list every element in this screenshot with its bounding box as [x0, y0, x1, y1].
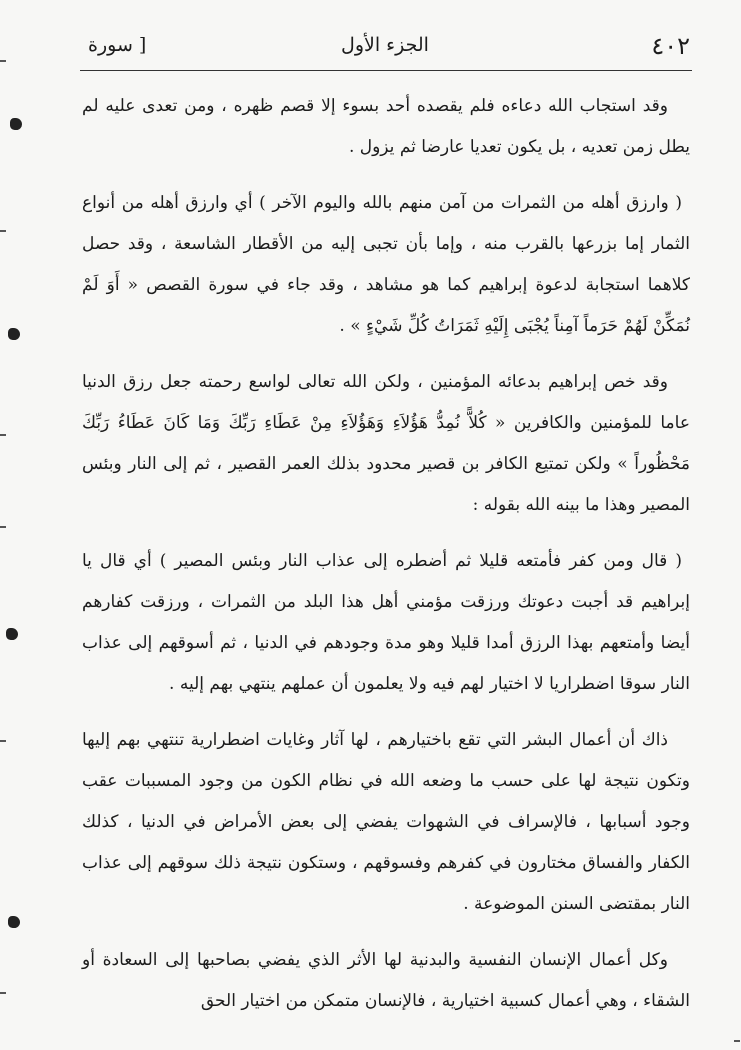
- scan-tick-5: [0, 740, 6, 742]
- running-title: الجزء الأول: [341, 34, 429, 56]
- scan-spot-4: [8, 916, 20, 928]
- scan-spot-3: [6, 628, 18, 640]
- paragraph-6: وكل أعمال الإنسان النفسية والبدنية لها الأثر الذي يفضي بصاحبها إلى السعادة أو الشقاء ، وهي أعمال كسبية اختيارية ، فالإنسان متمكن من اختيار الحق: [82, 950, 690, 1011]
- scan-tick-2: [0, 230, 6, 232]
- paragraph-4: ( قال ومن كفر فأمتعه قليلا ثم أضطره إلى عذاب النار وبئس المصير ) أي قال يا إبراهيم قد أجبت دعوتك ورزقت مؤمني أهل هذا البلد من الثمرات ، ورزقت كفارهم أيضا وأمتعهم بهذا الرزق أمدا قليلا وهو مدة وجودهم في الدنيا ، ثم أسوقهم إلى عذاب النار سوقا اضطراريا لا اختيار لهم فيه ولا يعلمون أن عملهم ينتهي بهم إليه .: [82, 551, 690, 694]
- scan-spot-1: [10, 118, 22, 130]
- scan-spot-2: [8, 328, 20, 340]
- scan-tick-1: [0, 60, 6, 62]
- body-text: [82, 86, 690, 1037]
- page-number: ٢٠٤: [651, 32, 690, 60]
- surah-label: [ سورة: [88, 34, 147, 56]
- paragraph-1: وقد استجاب الله دعاءه فلم يقصده أحد بسوء إلا قصم ظهره ، ومن تعدى عليه لم يطل زمن تعديه ، بل يكون تعديا عارضا ثم يزول .: [82, 96, 690, 157]
- header-rule: [80, 70, 692, 71]
- scan-tick-7: [734, 1040, 740, 1042]
- paragraph-5: ذاك أن أعمال البشر التي تقع باختيارهم ، لها آثار وغايات اضطرارية تنتهي بهم إليها وتكون نتيجة لها على حسب ما وضعه الله في نظام الكون من وجود المسببات عقب وجود أسبابها ، فالإسراف في الشهوات يفضي إلى بعض الأمراض في الدنيا ، كذلك الكفار والفساق مختارون في كفرهم وفسوقهم ، وستكون نتيجة ذلك سوقهم إلى عذاب النار بمقتضى السنن الموضوعة .: [82, 730, 690, 914]
- paragraph-2: ( وارزق أهله من الثمرات من آمن منهم بالله واليوم الآخر ) أي وارزق أهله من أنواع الثمار إما بزرعها بالقرب منه ، وإما بأن تجبى إليه من الأقطار الشاسعة ، وقد حصل كلاهما استجابة لدعوة إبراهيم كما هو مشاهد ، وقد جاء في سورة القصص « أَوَ لَمْ نُمَكِّنْ لَهُمْ حَرَماً آمِناً يُجْبَى إِلَيْهِ ثَمَرَاتُ كُلِّ شَيْءٍ » .: [82, 193, 690, 336]
- scan-tick-4: [0, 526, 6, 528]
- paragraph-3: وقد خص إبراهيم بدعائه المؤمنين ، ولكن الله تعالى لواسع رحمته جعل رزق الدنيا عاما للمؤمنين والكافرين « كُلاًّ نُمِدُّ هَؤُلاَءِ وَهَؤُلاَءِ مِنْ عَطَاءِ رَبِّكَ وَمَا كَانَ عَطَاءُ رَبِّكَ مَحْظُوراً » ولكن تمتيع الكافر بن قصير محدود بذلك العمر القصير ، ثم إلى النار وبئس المصير وهذا ما بينه الله بقوله :: [82, 372, 690, 515]
- scan-tick-3: [0, 434, 6, 436]
- page-header: [80, 30, 690, 66]
- scan-tick-6: [0, 992, 6, 994]
